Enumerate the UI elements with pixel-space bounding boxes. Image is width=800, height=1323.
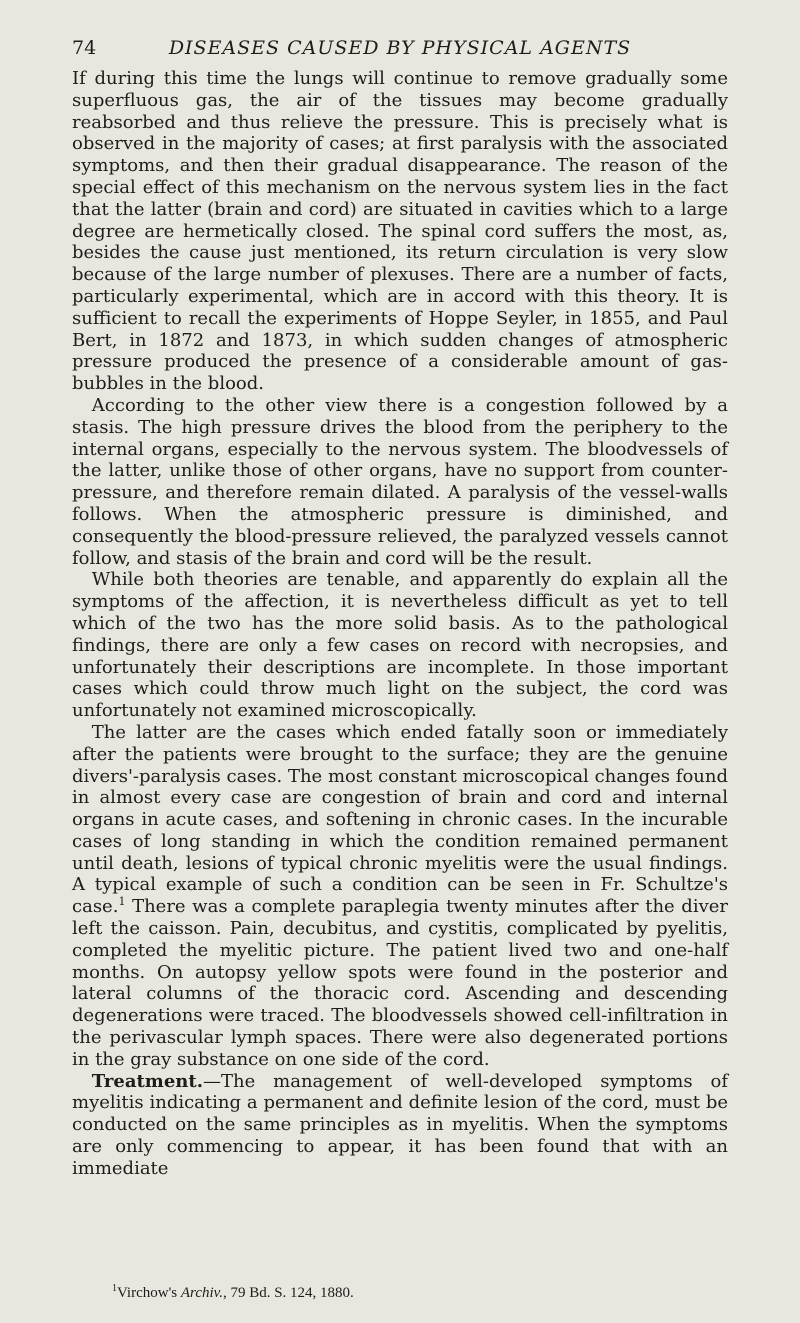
paragraph-fatal-cases [72,722,728,1071]
body-text [72,68,728,1180]
running-title: DISEASES CAUSED BY PHYSICAL AGENTS [168,37,632,59]
footnote [112,1283,672,1303]
paragraph-both-theories: While both theories are tenable, and apparently do explain all the symptoms of the affection, it is nevertheless difficult as yet to tell which of the two has the more solid basis. As to the pathological findings, there are only a few cases on record with necropsies, and unfortunately their descriptions are incomplete. In those important cases which could throw much light on the subject, the cord was unfortunately not examined microscopically. [72,569,728,722]
fatal-cases-text: The latter are the cases which ended fatally soon or immediately after the patients were brought to the surface; they are the genuine divers'-paralysis cases. The most constant microscopical changes found in almost every case are congestion of brain and cord and internal organs in acute cases, and softening in chronic cases. In the incurable cases of long standing in which the condition remained permanent until death, lesions of typical chronic myelitis were the usual findings. A typical example of such a condition can be seen in Fr. Schultze's case. [72,721,728,918]
treatment-text: —The management of well-developed symptoms of myelitis indicating a permanent and definite lesion of the cord, must be conducted on the same principles as in myelitis. When the symptoms are only commencing to appear, it has been found that with an immediate [72,1070,728,1179]
footnote-marker: 1 [112,1283,117,1294]
page-header [72,36,728,60]
footnote-text-before: Virchow's [117,1285,181,1301]
footnote-text-after: , 79 Bd. S. 124, 1880. [222,1285,354,1301]
paragraph-treatment [72,1071,728,1180]
footnote-reference: 1 [118,895,126,909]
treatment-heading: Treatment. [91,1070,203,1092]
page-number: 74 [72,37,97,59]
footnote-journal: Archiv. [180,1285,223,1301]
schultze-case-text: There was a complete paraplegia twenty minutes after the diver left the caisson. Pain, decubitus, and cystitis, complicated by pyelitis, completed the myelitic picture. The patient lived two and one-half months. On autopsy yellow spots were found in the posterior and lateral columns of the thoracic cord. Ascending and descending degenerations were traced. The bloodvessels showed cell-infiltration in the perivascular lymph spaces. There were also degenerated portions in the gray substance on one side of the cord. [72,896,728,1070]
paragraph-gas-theory: If during this time the lungs will continue to remove gradually some superfluous gas, the air of the tissues may become gradually reabsorbed and thus relieve the pressure. This is precisely what is observed in the majority of cases; at first paralysis with the associated symptoms, and then their gradual disappearance. The reason of the special effect of this mechanism on the nervous system lies in the fact that the latter (brain and cord) are situated in cavities which to a large degree are hermetically closed. The spinal cord suffers the most, as, besides the cause just mentioned, its return circulation is very slow because of the large number of plexuses. There are a number of facts, particularly experimental, which are in accord with this theory. It is sufficient to recall the experiments of Hoppe Seyler, in 1855, and Paul Bert, in 1872 and 1873, in which sudden changes of atmospheric pressure produced the presence of a considerable amount of gas-bubbles in the blood. [72,68,728,395]
paragraph-congestion-theory: According to the other view there is a congestion followed by a stasis. The high pressure drives the blood from the periphery to the internal organs, especially to the nervous system. The bloodvessels of the latter, unlike those of other organs, have no support from counter-pressure, and therefore remain dilated. A paralysis of the vessel-walls follows. When the atmospheric pressure is diminished, and consequently the blood-pressure relieved, the paralyzed vessels cannot follow, and stasis of the brain and cord will be the result. [72,394,728,569]
